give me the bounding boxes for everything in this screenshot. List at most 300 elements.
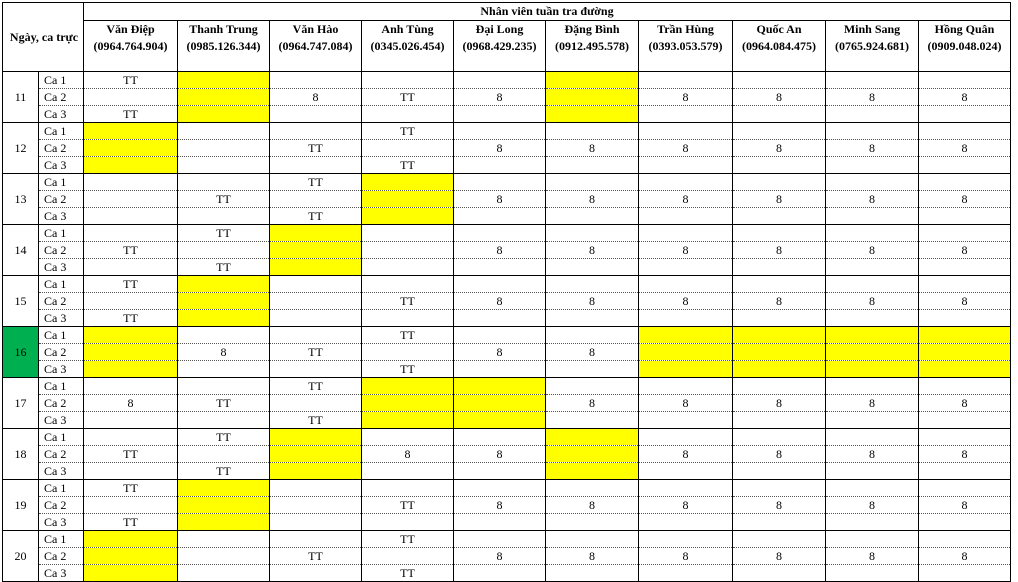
day-cell: 11 — [3, 72, 39, 123]
duty-cell — [84, 565, 178, 582]
duty-cell — [84, 140, 178, 157]
duty-cell — [270, 157, 362, 174]
shift-label: Ca 1 — [39, 72, 84, 89]
duty-cell — [84, 157, 178, 174]
duty-cell — [733, 259, 826, 276]
duty-cell — [270, 310, 362, 327]
duty-cell — [362, 514, 454, 531]
duty-cell: 8 — [454, 497, 546, 514]
shift-label: Ca 1 — [39, 123, 84, 140]
duty-cell — [362, 463, 454, 480]
shift-row — [3, 565, 1011, 582]
duty-cell — [84, 344, 178, 361]
duty-cell: 8 — [919, 446, 1011, 463]
duty-cell — [454, 225, 546, 242]
duty-cell — [546, 429, 639, 446]
duty-cell: 8 — [733, 395, 826, 412]
duty-cell: TT — [362, 89, 454, 106]
duty-cell — [919, 157, 1011, 174]
duty-cell: TT — [178, 395, 270, 412]
duty-cell — [826, 565, 919, 582]
duty-cell — [362, 395, 454, 412]
shift-label: Ca 2 — [39, 89, 84, 106]
duty-cell — [733, 565, 826, 582]
duty-cell — [546, 174, 639, 191]
duty-cell: 8 — [639, 140, 733, 157]
duty-cell: TT — [84, 514, 178, 531]
duty-cell — [270, 259, 362, 276]
duty-cell — [178, 446, 270, 463]
duty-cell — [178, 106, 270, 123]
duty-cell — [826, 72, 919, 89]
duty-cell: 8 — [733, 191, 826, 208]
duty-cell: 8 — [639, 293, 733, 310]
duty-cell — [546, 446, 639, 463]
duty-cell — [733, 72, 826, 89]
duty-cell: 8 — [826, 293, 919, 310]
duty-cell: 8 — [826, 191, 919, 208]
duty-cell: 8 — [178, 344, 270, 361]
duty-cell: 8 — [733, 446, 826, 463]
duty-cell: 8 — [919, 293, 1011, 310]
duty-cell — [733, 361, 826, 378]
duty-cell: 8 — [454, 446, 546, 463]
duty-cell — [362, 276, 454, 293]
duty-cell — [546, 89, 639, 106]
duty-cell — [826, 514, 919, 531]
duty-cell — [84, 378, 178, 395]
shift-row — [3, 327, 1011, 344]
duty-cell: 8 — [84, 395, 178, 412]
duty-cell — [454, 208, 546, 225]
duty-cell: 8 — [270, 89, 362, 106]
duty-cell — [84, 531, 178, 548]
duty-cell: 8 — [733, 140, 826, 157]
duty-cell — [919, 259, 1011, 276]
shift-row — [3, 310, 1011, 327]
duty-cell — [639, 106, 733, 123]
shift-label: Ca 1 — [39, 480, 84, 497]
duty-cell — [270, 565, 362, 582]
duty-cell — [178, 497, 270, 514]
duty-cell — [546, 208, 639, 225]
duty-cell — [546, 106, 639, 123]
shift-label: Ca 1 — [39, 276, 84, 293]
duty-cell — [546, 310, 639, 327]
duty-cell — [733, 344, 826, 361]
duty-cell — [178, 123, 270, 140]
shift-row — [3, 174, 1011, 191]
duty-cell: TT — [178, 191, 270, 208]
duty-cell — [919, 480, 1011, 497]
duty-cell — [733, 463, 826, 480]
duty-cell — [919, 72, 1011, 89]
duty-cell — [270, 514, 362, 531]
duty-cell — [270, 327, 362, 344]
duty-cell — [639, 310, 733, 327]
staff-header — [639, 21, 733, 72]
duty-cell: 8 — [546, 548, 639, 565]
duty-cell: TT — [362, 123, 454, 140]
duty-cell — [454, 378, 546, 395]
duty-cell — [826, 429, 919, 446]
duty-cell — [733, 106, 826, 123]
duty-cell: TT — [362, 327, 454, 344]
duty-cell — [178, 157, 270, 174]
duty-cell: 8 — [919, 395, 1011, 412]
duty-cell — [546, 514, 639, 531]
duty-cell — [546, 480, 639, 497]
duty-cell — [639, 259, 733, 276]
duty-cell — [546, 259, 639, 276]
duty-cell — [178, 72, 270, 89]
duty-cell — [84, 412, 178, 429]
duty-cell: TT — [270, 140, 362, 157]
shift-row — [3, 106, 1011, 123]
shift-row — [3, 497, 1011, 514]
staff-name: Thanh Trung — [189, 22, 258, 36]
duty-cell — [919, 531, 1011, 548]
duty-cell: 8 — [733, 548, 826, 565]
duty-cell — [270, 191, 362, 208]
shift-row — [3, 412, 1011, 429]
shift-label: Ca 2 — [39, 548, 84, 565]
duty-cell — [362, 412, 454, 429]
duty-cell — [270, 531, 362, 548]
duty-cell — [826, 531, 919, 548]
duty-cell — [826, 327, 919, 344]
duty-cell — [270, 72, 362, 89]
duty-cell — [639, 174, 733, 191]
shift-label: Ca 2 — [39, 497, 84, 514]
duty-cell — [178, 378, 270, 395]
duty-cell — [546, 327, 639, 344]
duty-cell — [178, 327, 270, 344]
duty-cell — [270, 480, 362, 497]
day-cell: 12 — [3, 123, 39, 174]
duty-cell — [639, 327, 733, 344]
duty-cell: 8 — [733, 293, 826, 310]
shift-row — [3, 480, 1011, 497]
duty-cell — [362, 429, 454, 446]
duty-cell: 8 — [639, 497, 733, 514]
duty-cell — [454, 106, 546, 123]
duty-cell: 8 — [639, 242, 733, 259]
staff-phone: (0964.084.475) — [742, 39, 816, 53]
duty-cell — [639, 208, 733, 225]
shift-label: Ca 3 — [39, 157, 84, 174]
shift-label: Ca 1 — [39, 174, 84, 191]
duty-cell — [919, 514, 1011, 531]
staff-name: Hồng Quân — [934, 22, 995, 36]
duty-cell: 8 — [454, 242, 546, 259]
duty-cell — [454, 310, 546, 327]
duty-cell: TT — [270, 344, 362, 361]
duty-cell — [639, 157, 733, 174]
duty-cell — [178, 276, 270, 293]
duty-cell: TT — [84, 480, 178, 497]
duty-cell — [826, 463, 919, 480]
duty-cell: 8 — [733, 242, 826, 259]
duty-cell — [919, 123, 1011, 140]
duty-cell — [733, 378, 826, 395]
staff-phone: (0912.495.578) — [555, 39, 629, 53]
duty-cell — [454, 412, 546, 429]
day-cell: 18 — [3, 429, 39, 480]
duty-cell — [919, 310, 1011, 327]
shift-row — [3, 123, 1011, 140]
shift-row — [3, 242, 1011, 259]
duty-cell — [639, 344, 733, 361]
shift-label: Ca 2 — [39, 242, 84, 259]
duty-cell — [362, 344, 454, 361]
duty-cell — [454, 276, 546, 293]
duty-cell: 8 — [546, 497, 639, 514]
duty-cell — [178, 208, 270, 225]
duty-cell — [454, 327, 546, 344]
duty-cell — [733, 174, 826, 191]
duty-cell: 8 — [454, 344, 546, 361]
duty-cell — [362, 208, 454, 225]
duty-cell — [454, 123, 546, 140]
duty-cell: 8 — [733, 89, 826, 106]
duty-cell: TT — [178, 429, 270, 446]
duty-cell — [733, 157, 826, 174]
duty-cell — [919, 429, 1011, 446]
duty-cell — [84, 208, 178, 225]
staff-group-title: Nhân viên tuần tra đường — [84, 3, 1011, 21]
duty-cell — [454, 395, 546, 412]
shift-row — [3, 531, 1011, 548]
staff-phone: (0964.747.084) — [278, 39, 353, 53]
shift-row — [3, 72, 1011, 89]
staff-name: Anh Tùng — [381, 22, 434, 36]
duty-cell: 8 — [826, 395, 919, 412]
duty-cell — [639, 123, 733, 140]
duty-cell — [270, 225, 362, 242]
duty-cell — [178, 514, 270, 531]
duty-cell — [826, 276, 919, 293]
duty-cell — [546, 123, 639, 140]
duty-cell: 8 — [919, 140, 1011, 157]
duty-cell — [546, 463, 639, 480]
staff-name: Minh Sang — [843, 22, 901, 36]
shift-row — [3, 378, 1011, 395]
duty-cell: 8 — [546, 191, 639, 208]
duty-cell — [454, 72, 546, 89]
duty-cell: 8 — [454, 548, 546, 565]
duty-cell — [826, 225, 919, 242]
duty-cell: 8 — [826, 89, 919, 106]
duty-cell — [270, 446, 362, 463]
duty-cell — [454, 259, 546, 276]
duty-cell — [178, 361, 270, 378]
shift-label: Ca 3 — [39, 106, 84, 123]
duty-cell: 8 — [639, 548, 733, 565]
duty-cell — [826, 259, 919, 276]
duty-cell: 8 — [919, 497, 1011, 514]
duty-cell — [454, 480, 546, 497]
staff-name: Quốc An — [756, 22, 802, 36]
staff-header — [84, 21, 178, 72]
duty-cell: TT — [84, 242, 178, 259]
day-cell: 17 — [3, 378, 39, 429]
shift-label: Ca 3 — [39, 412, 84, 429]
duty-cell — [639, 463, 733, 480]
duty-cell: 8 — [826, 140, 919, 157]
staff-phone: (0985.126.344) — [186, 39, 261, 53]
duty-cell: TT — [84, 446, 178, 463]
duty-cell: 8 — [826, 548, 919, 565]
duty-cell — [270, 242, 362, 259]
duty-cell — [270, 463, 362, 480]
duty-cell — [270, 429, 362, 446]
duty-cell — [919, 378, 1011, 395]
duty-cell: 8 — [454, 140, 546, 157]
duty-cell — [826, 123, 919, 140]
duty-cell — [546, 412, 639, 429]
duty-cell — [84, 361, 178, 378]
duty-cell: TT — [84, 106, 178, 123]
duty-cell — [454, 157, 546, 174]
day-cell: 15 — [3, 276, 39, 327]
duty-cell — [362, 480, 454, 497]
day-cell: 16 — [3, 327, 39, 378]
duty-cell — [919, 412, 1011, 429]
staff-phone: (0968.429.235) — [462, 39, 537, 53]
shift-row — [3, 225, 1011, 242]
corner-header: Ngày, ca trực — [3, 3, 84, 72]
duty-cell: TT — [362, 565, 454, 582]
day-cell: 20 — [3, 531, 39, 582]
duty-cell — [733, 514, 826, 531]
duty-cell — [362, 242, 454, 259]
duty-cell — [919, 463, 1011, 480]
duty-cell — [639, 378, 733, 395]
shift-label: Ca 2 — [39, 191, 84, 208]
duty-cell — [639, 480, 733, 497]
shift-row — [3, 208, 1011, 225]
staff-header — [270, 21, 362, 72]
duty-cell: TT — [84, 310, 178, 327]
shift-label: Ca 1 — [39, 327, 84, 344]
duty-cell: 8 — [733, 497, 826, 514]
shift-label: Ca 1 — [39, 378, 84, 395]
shift-label: Ca 2 — [39, 344, 84, 361]
duty-cell — [546, 72, 639, 89]
duty-cell — [84, 293, 178, 310]
duty-cell: 8 — [546, 395, 639, 412]
shift-label: Ca 2 — [39, 140, 84, 157]
duty-cell: 8 — [919, 89, 1011, 106]
duty-cell — [919, 276, 1011, 293]
staff-header — [454, 21, 546, 72]
shift-row — [3, 140, 1011, 157]
duty-cell — [454, 174, 546, 191]
duty-cell — [454, 429, 546, 446]
duty-cell: 8 — [546, 140, 639, 157]
duty-cell — [826, 480, 919, 497]
duty-cell — [546, 378, 639, 395]
staff-header — [362, 21, 454, 72]
duty-cell — [826, 106, 919, 123]
duty-cell — [919, 174, 1011, 191]
duty-cell — [919, 106, 1011, 123]
duty-cell: TT — [270, 378, 362, 395]
shift-row — [3, 548, 1011, 565]
duty-cell — [362, 191, 454, 208]
duty-cell — [178, 174, 270, 191]
staff-header — [826, 21, 919, 72]
shift-row — [3, 361, 1011, 378]
duty-cell: 8 — [826, 497, 919, 514]
day-cell: 19 — [3, 480, 39, 531]
duty-cell: 8 — [826, 242, 919, 259]
duty-cell: 8 — [454, 191, 546, 208]
duty-cell — [84, 429, 178, 446]
staff-name: Trần Hùng — [657, 22, 714, 36]
duty-cell — [362, 259, 454, 276]
duty-cell — [270, 395, 362, 412]
shift-label: Ca 1 — [39, 429, 84, 446]
staff-header — [546, 21, 639, 72]
duty-cell — [454, 565, 546, 582]
duty-cell — [826, 361, 919, 378]
duty-cell — [362, 106, 454, 123]
duty-cell: 8 — [639, 191, 733, 208]
shift-row — [3, 293, 1011, 310]
duty-cell: TT — [362, 157, 454, 174]
shift-row — [3, 276, 1011, 293]
shift-row — [3, 344, 1011, 361]
duty-cell — [178, 293, 270, 310]
duty-cell — [733, 310, 826, 327]
duty-cell — [178, 531, 270, 548]
staff-header — [733, 21, 826, 72]
duty-cell — [919, 361, 1011, 378]
duty-cell — [733, 531, 826, 548]
duty-cell — [362, 140, 454, 157]
duty-cell: 8 — [454, 89, 546, 106]
duty-cell — [178, 140, 270, 157]
duty-cell: 8 — [639, 89, 733, 106]
duty-cell — [826, 157, 919, 174]
duty-cell — [362, 378, 454, 395]
duty-cell — [362, 548, 454, 565]
shift-label: Ca 3 — [39, 565, 84, 582]
duty-cell: 8 — [919, 242, 1011, 259]
duty-cell — [178, 89, 270, 106]
day-cell: 14 — [3, 225, 39, 276]
duty-cell — [178, 412, 270, 429]
duty-cell — [270, 106, 362, 123]
staff-phone: (0909.048.024) — [927, 39, 1002, 53]
shift-row — [3, 157, 1011, 174]
shift-label: Ca 3 — [39, 361, 84, 378]
duty-cell: 8 — [639, 446, 733, 463]
duty-cell — [270, 293, 362, 310]
duty-cell — [639, 531, 733, 548]
duty-cell — [270, 497, 362, 514]
duty-cell — [178, 310, 270, 327]
duty-cell — [546, 225, 639, 242]
duty-cell — [546, 531, 639, 548]
shift-row — [3, 463, 1011, 480]
shift-label: Ca 2 — [39, 446, 84, 463]
duty-cell: 8 — [919, 548, 1011, 565]
shift-label: Ca 3 — [39, 208, 84, 225]
duty-cell — [454, 514, 546, 531]
